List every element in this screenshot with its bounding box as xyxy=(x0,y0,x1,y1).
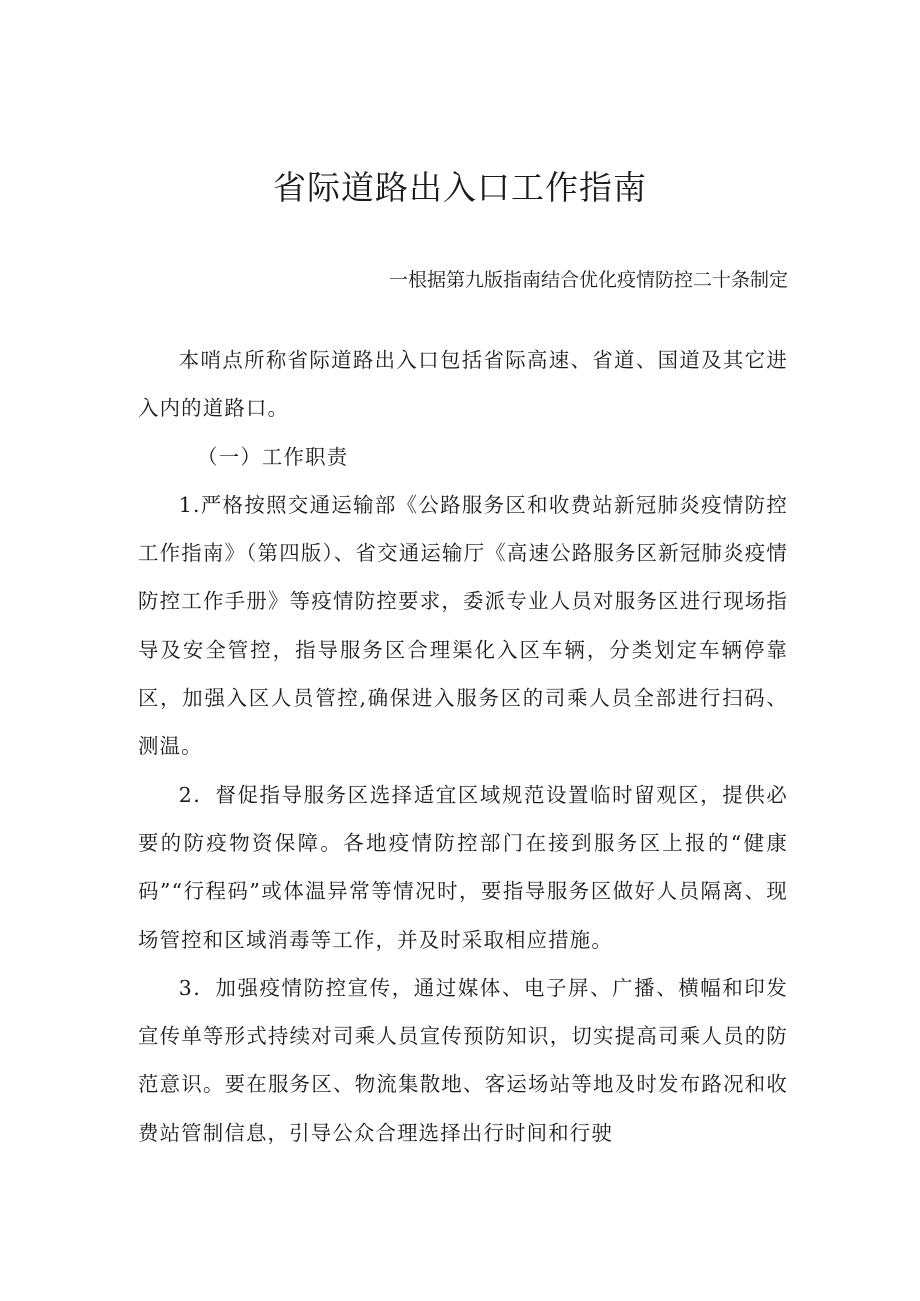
paragraph-scope: 本哨点所称省际道路出入口包括省际高速、省道、国道及其它进入内的道路口。 xyxy=(138,348,788,421)
section-heading-duties: （一）工作职责 xyxy=(197,444,349,469)
paragraph-item-2: 2．督促指导服务区选择适宜区域规范设置临时留观区，提供必要的防疫物资保障。各地疫情防控部门在接到服务区上报的“健康码”“行程码”或体温异常等情况时，要指导服务区做好人员隔离、现场管控和区域消毒等工作，并及时采取相应措施。 xyxy=(138,782,788,952)
paragraph-item-3: 3．加强疫情防控宣传，通过媒体、电子屏、广播、横幅和印发宣传单等形式持续对司乘人员宣传预防知识，切实提高司乘人员的防范意识。要在服务区、物流集散地、客运场站等地及时发布路况和收费站管制信息，引导公众合理选择出行时间和行驶 xyxy=(138,975,788,1145)
paragraph-item-1: 1.严格按照交通运输部《公路服务区和收费站新冠肺炎疫情防控工作指南》（第四版）、省交通运输厅《高速公路服务区新冠肺炎疫情防控工作手册》等疫情防控要求，委派专业人员对服务区进行现场指导及安全管控，指导服务区合理渠化入区车辆，分类划定车辆停靠区，加强入区人员管控,确保进入服务区的司乘人员全部进行扫码、测温。 xyxy=(138,492,788,759)
document-subtitle: 一根据第九版指南结合优化疫情防控二十条制定 xyxy=(388,269,788,291)
document-body xyxy=(138,336,788,1157)
document-title: 省际道路出入口工作指南 xyxy=(273,168,647,207)
